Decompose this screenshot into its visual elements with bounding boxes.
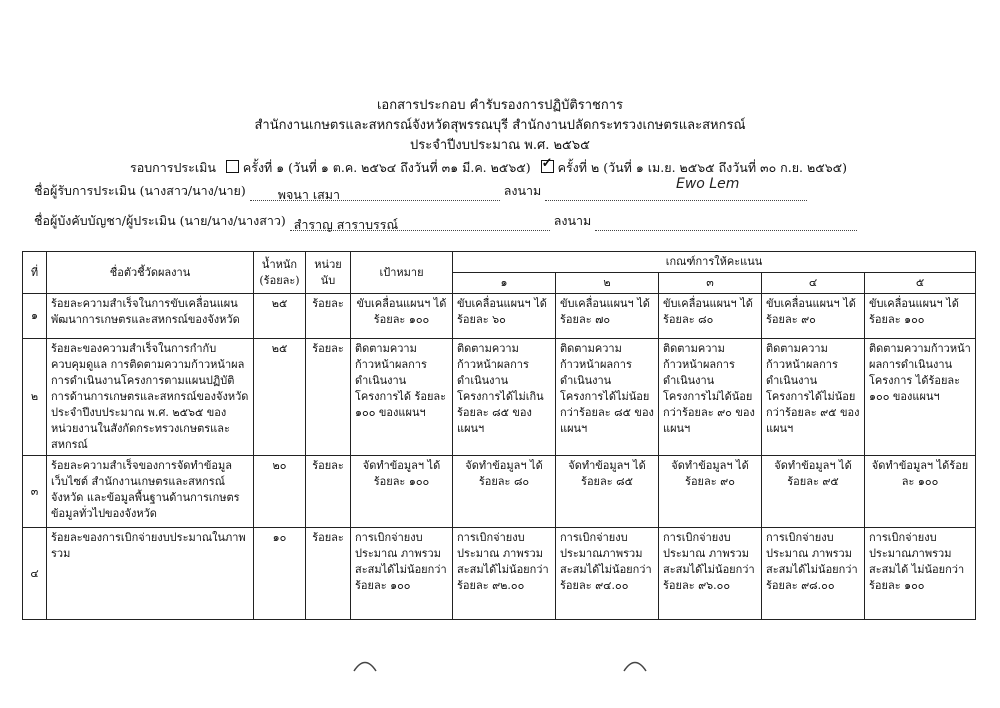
- evaluator-name: สำราญ สาราบรรณ์: [293, 217, 399, 232]
- row-target: การเบิกจ่ายงบประมาณ ภาพรวมสะสมได้ไม่น้อยกว่า ร้อยละ ๑๐๐: [351, 528, 453, 620]
- row-unit: ร้อยละ: [306, 339, 351, 456]
- binding-hole-left-icon: [352, 658, 378, 672]
- table-row: [23, 339, 976, 456]
- row-level-3: ติดตามความก้าวหน้าผลการดำเนินงานโครงการไม่ได้น้อยกว่าร้อยละ ๙๐ ของแผนฯ: [659, 339, 762, 456]
- row-unit: ร้อยละ: [306, 456, 351, 528]
- row-no: ๑: [23, 294, 47, 339]
- header-unit: หน่วยนับ: [306, 252, 351, 294]
- evaluator-line: [34, 211, 857, 231]
- round-1-label: ครั้งที่ ๑ (วันที่ ๑ ต.ค. ๒๕๖๔ ถึงวันที่ ๓๑ มี.ค. ๒๕๖๕): [242, 160, 531, 175]
- round-label: รอบการประเมิน: [130, 160, 216, 175]
- evaluation-round: [130, 158, 847, 178]
- header-kpi: ชื่อตัวชี้วัดผลงาน: [47, 252, 254, 294]
- row-level-3: ขับเคลื่อนแผนฯ ได้ ร้อยละ ๘๐: [659, 294, 762, 339]
- kpi-table: [22, 251, 976, 620]
- evaluatee-signature: Ewo Lem: [676, 176, 740, 192]
- header-level-2: ๒: [556, 273, 659, 294]
- table-row: [23, 456, 976, 528]
- row-unit: ร้อยละ: [306, 528, 351, 620]
- row-kpi: ร้อยละของการเบิกจ่ายงบประมาณในภาพรวม: [47, 528, 254, 620]
- row-no: ๓: [23, 456, 47, 528]
- row-target: ขับเคลื่อนแผนฯ ได้ ร้อยละ ๑๐๐: [351, 294, 453, 339]
- evaluator-sign-label: ลงนาม: [553, 213, 592, 228]
- round-1-checkbox[interactable]: [226, 160, 239, 173]
- row-unit: ร้อยละ: [306, 294, 351, 339]
- row-level-1: การเบิกจ่ายงบประมาณ ภาพรวมสะสมได้ไม่น้อยกว่า ร้อยละ ๙๒.๐๐: [453, 528, 556, 620]
- doc-title: เอกสารประกอบ คำรับรองการปฏิบัติราชการ: [376, 98, 624, 113]
- row-level-5: จัดทำข้อมูลฯ ได้ร้อยละ ๑๐๐: [865, 456, 976, 528]
- header-level-4: ๔: [762, 273, 865, 294]
- table-row: [23, 294, 976, 339]
- row-level-4: ขับเคลื่อนแผนฯ ได้ ร้อยละ ๙๐: [762, 294, 865, 339]
- row-level-2: ขับเคลื่อนแผนฯ ได้ ร้อยละ ๗๐: [556, 294, 659, 339]
- doc-subtitle-year: ประจำปีงบประมาณ พ.ศ. ๒๕๖๕: [410, 138, 590, 153]
- row-no: ๒: [23, 339, 47, 456]
- evaluatee-label: ชื่อผู้รับการประเมิน (นางสาว/นาง/นาย): [34, 183, 246, 198]
- row-kpi: ร้อยละความสำเร็จในการขับเคลื่อนแผนพัฒนาการเกษตรและสหกรณ์ของจังหวัด: [47, 294, 254, 339]
- evaluator-label: ชื่อผู้บังคับบัญชา/ผู้ประเมิน (นาย/นาง/นางสาว): [34, 213, 286, 228]
- evaluator-sign-field: [595, 215, 857, 231]
- row-level-2: จัดทำข้อมูลฯ ได้ร้อยละ ๘๕: [556, 456, 659, 528]
- row-level-4: จัดทำข้อมูลฯ ได้ร้อยละ ๙๕: [762, 456, 865, 528]
- evaluatee-name: พจนา เสมา: [277, 187, 340, 202]
- header-criteria: เกณฑ์การให้คะแนน: [453, 252, 976, 273]
- round-2-checkbox[interactable]: [541, 160, 554, 173]
- row-no: ๔: [23, 528, 47, 620]
- row-weight: ๒๕: [254, 339, 306, 456]
- row-target: จัดทำข้อมูลฯ ได้ร้อยละ ๑๐๐: [351, 456, 453, 528]
- row-weight: ๑๐: [254, 528, 306, 620]
- row-level-3: จัดทำข้อมูลฯ ได้ร้อยละ ๙๐: [659, 456, 762, 528]
- header-target: เป้าหมาย: [351, 252, 453, 294]
- row-level-1: ขับเคลื่อนแผนฯ ได้ ร้อยละ ๖๐: [453, 294, 556, 339]
- row-level-4: การเบิกจ่ายงบประมาณ ภาพรวมสะสมได้ไม่น้อยกว่า ร้อยละ ๙๘.๐๐: [762, 528, 865, 620]
- table-row: [23, 528, 976, 620]
- header-level-1: ๑: [453, 273, 556, 294]
- row-level-5: การเบิกจ่ายงบประมาณภาพรวมสะสมได้ ไม่น้อยกว่า ร้อยละ ๑๐๐: [865, 528, 976, 620]
- header-weight: น้ำหนัก (ร้อยละ): [254, 252, 306, 294]
- binding-hole-right-icon: [622, 658, 648, 672]
- header-no: ที่: [23, 252, 47, 294]
- row-weight: ๒๕: [254, 294, 306, 339]
- row-level-4: ติดตามความก้าวหน้าผลการดำเนินงานโครงการได้ไม่น้อยกว่าร้อยละ ๙๕ ของแผนฯ: [762, 339, 865, 456]
- row-level-2: การเบิกจ่ายงบประมาณภาพรวมสะสมได้ไม่น้อยกว่า ร้อยละ ๙๔.๐๐: [556, 528, 659, 620]
- evaluator-name-field: [290, 215, 550, 231]
- row-level-5: ขับเคลื่อนแผนฯ ได้ ร้อยละ ๑๐๐: [865, 294, 976, 339]
- evaluatee-sign-label: ลงนาม: [503, 183, 542, 198]
- row-level-3: การเบิกจ่ายงบประมาณ ภาพรวมสะสมได้ไม่น้อยกว่า ร้อยละ ๙๖.๐๐: [659, 528, 762, 620]
- row-kpi: ร้อยละของความสำเร็จในการกำกับ ควบคุมดูแล การติดตามความก้าวหน้าผลการดำเนินงานโครงการตามแผนปฏิบัติการด้านการเกษตรและสหกรณ์ของจังหวัด ประจำปีงบประมาณ พ.ศ. ๒๕๖๕ ของหน่วยงานในสังกัดกระทรวงเกษตรและสหกรณ์: [47, 339, 254, 456]
- header-level-3: ๓: [659, 273, 762, 294]
- row-kpi: ร้อยละความสำเร็จของการจัดทำข้อมูลเว็บไซต์ สำนักงานเกษตรและสหกรณ์จังหวัด และข้อมูลพื้นฐานด้านการเกษตรข้อมูลทั่วไปของจังหวัด: [47, 456, 254, 528]
- row-level-2: ติดตามความก้าวหน้าผลการดำเนินงานโครงการได้ไม่น้อยกว่าร้อยละ ๘๕ ของแผนฯ: [556, 339, 659, 456]
- header-level-5: ๕: [865, 273, 976, 294]
- table-header-row: [23, 252, 976, 273]
- row-weight: ๒๐: [254, 456, 306, 528]
- round-2-label: ครั้งที่ ๒ (วันที่ ๑ เม.ย. ๒๕๖๕ ถึงวันที่ ๓๐ ก.ย. ๒๕๖๕): [557, 160, 847, 175]
- row-level-1: ติดตามความก้าวหน้าผลการดำเนินงานโครงการได้ไม่เกินร้อยละ ๘๕ ของแผนฯ: [453, 339, 556, 456]
- doc-subtitle-agency: สำนักงานเกษตรและสหกรณ์จังหวัดสุพรรณบุรี สำนักงานปลัดกระทรวงเกษตรและสหกรณ์: [254, 118, 746, 133]
- evaluatee-name-field: [250, 185, 500, 201]
- row-target: ติดตามความก้าวหน้าผลการ ดำเนินงานโครงการได้ ร้อยละ ๑๐๐ ของแผนฯ: [351, 339, 453, 456]
- row-level-1: จัดทำข้อมูลฯ ได้ร้อยละ ๘๐: [453, 456, 556, 528]
- row-level-5: ติดตามความก้าวหน้าผลการดำเนินงานโครงการ ได้ร้อยละ ๑๐๐ ของแผนฯ: [865, 339, 976, 456]
